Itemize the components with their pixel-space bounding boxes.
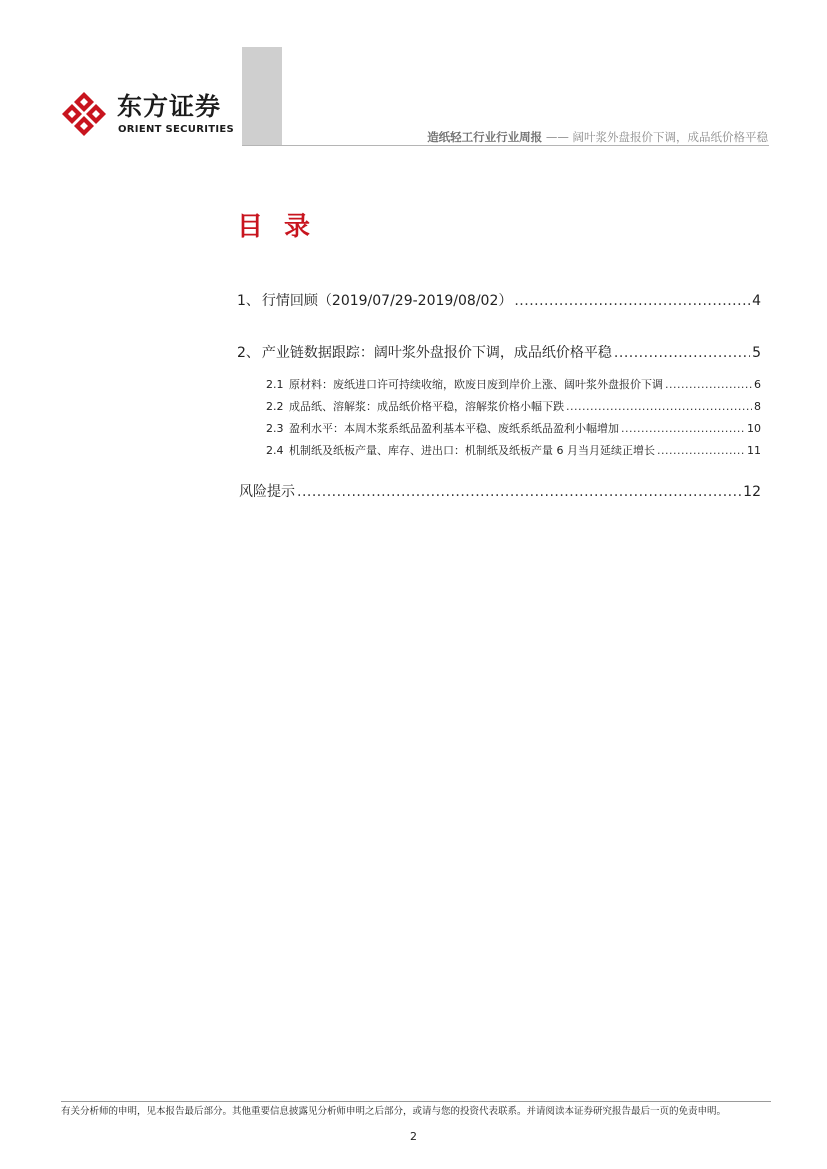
toc-leader-dots [614, 345, 750, 361]
toc-leader-dots [297, 484, 741, 500]
page-number: 2 [410, 1130, 417, 1143]
toc-entry-label: 机制纸及纸板产量、库存、进出口：机制纸及纸板产量 6 月当月延续正增长 [289, 444, 655, 457]
header-divider [242, 145, 769, 146]
toc-leader-dots [665, 378, 752, 391]
toc-entry-page: 5 [752, 345, 761, 361]
toc-entry-2-2[interactable] [266, 398, 761, 414]
toc-entry-page: 6 [754, 378, 761, 391]
toc-entry-page: 12 [743, 484, 761, 500]
report-subtitle: 阔叶浆外盘报价下调，成品纸价格平稳 [572, 130, 768, 144]
toc-entry-page: 10 [747, 422, 761, 435]
toc-title: 目 录 [237, 212, 317, 242]
footer-divider [61, 1101, 771, 1102]
report-header-title [427, 130, 768, 144]
toc-entry-page: 4 [752, 293, 761, 309]
toc-entry-page: 8 [754, 400, 761, 413]
toc-leader-dots [514, 293, 750, 309]
toc-entry-label: 产业链数据跟踪：阔叶浆外盘报价下调，成品纸价格平稳 [261, 345, 612, 361]
toc-entry-2[interactable] [237, 342, 761, 362]
toc-entry-2-1[interactable] [266, 376, 761, 392]
toc-entry-number: 2.1 [266, 378, 284, 391]
toc-entry-2-3[interactable] [266, 420, 761, 436]
toc-entry-number: 2、 [237, 345, 260, 361]
toc-entry-number: 1、 [237, 293, 260, 309]
toc-leader-dots [657, 444, 745, 457]
toc-entry-number: 2.3 [266, 422, 284, 435]
toc-leader-dots [621, 422, 745, 435]
footer-disclaimer: 有关分析师的申明，见本报告最后部分。其他重要信息披露见分析师申明之后部分，或请与您的投资代表联系。并请阅读本证券研究报告最后一页的免责申明。 [61, 1106, 727, 1117]
toc-entry-number: 2.4 [266, 444, 284, 457]
toc-entry-label: 行情回顾（2019/07/29-2019/08/02） [261, 293, 513, 309]
header-gray-block [242, 47, 282, 145]
orient-securities-logo-icon [61, 91, 107, 137]
report-type: 造纸轻工行业行业周报 [427, 130, 543, 144]
toc-entry-1[interactable] [237, 290, 761, 310]
toc-entry-number: 2.2 [266, 400, 284, 413]
brand-name-cn: 东方证券 [117, 92, 222, 121]
toc-entry-label: 风险提示 [239, 484, 295, 500]
toc-entry-2-4[interactable] [266, 442, 761, 458]
toc-entry-label: 盈利水平：本周木浆系纸品盈利基本平稳、废纸系纸品盈利小幅增加 [289, 422, 619, 435]
brand-name-en: ORIENT SECURITIES [118, 124, 235, 135]
toc-entry-page: 11 [747, 444, 761, 457]
toc-entry-label: 原材料：废纸进口许可持续收缩，欧废日废到岸价上涨、阔叶浆外盘报价下调 [289, 378, 663, 391]
toc-leader-dots [566, 400, 752, 413]
header-separator: —— [545, 130, 569, 144]
toc-entry-label: 成品纸、溶解浆：成品纸价格平稳，溶解浆价格小幅下跌 [289, 400, 564, 413]
toc-entry-risk[interactable] [237, 481, 761, 501]
